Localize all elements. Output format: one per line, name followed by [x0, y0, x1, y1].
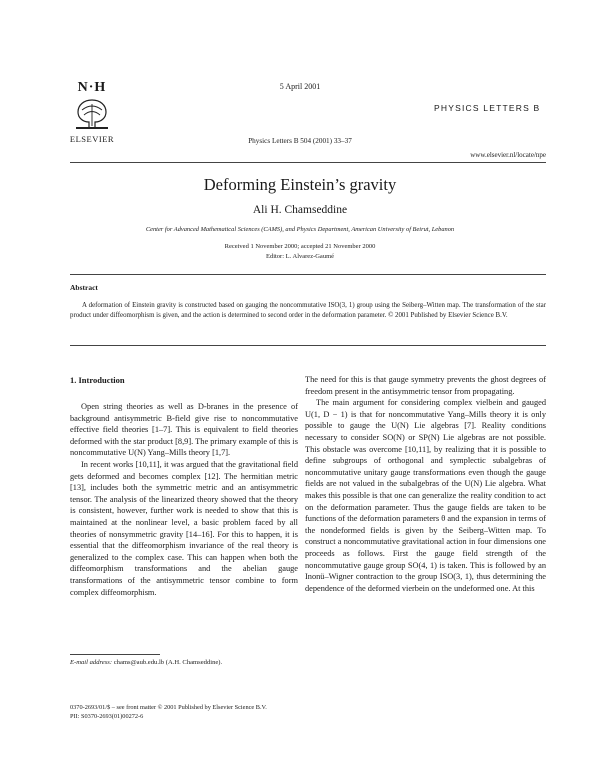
- footnote-label: E-mail address:: [70, 659, 113, 666]
- footnote-email[interactable]: chams@aub.edu.lb (A.H. Chamseddine).: [113, 659, 223, 666]
- publisher-logo-text: ELSEVIER: [69, 134, 115, 144]
- left-column: [70, 401, 298, 598]
- header-divider: [70, 162, 546, 163]
- author-affiliation: Center for Advanced Mathematical Sciences (CAMS), and Physics Department, American University of Beirut, Lebanon: [145, 226, 455, 233]
- paragraph: In recent works [10,11], it was argued that the gravitational field gets deformed and becomes complex [12]. The hermitian metric [13], includes both the symmetric metric and an antisymmetric tensor. The analysis of the linearized theory showed that the theory is consistent, however, further work is needed to show that this is maintained at the nonlinear level, a basic problem faced by all theories of nonsymmetric gravity [14–16]. For this to happen, it is essential that the diffeomorphism invariance of the real theory is generalized to the complex case. This can happen when both the diffeomorphism transformations and the abelian gauge transformations of the antisymmetric tensor combine to form complex diffeomorphism.: [70, 459, 298, 597]
- journal-name: PHYSICS LETTERS B: [434, 103, 541, 113]
- article-title: Deforming Einstein’s gravity: [203, 175, 397, 194]
- publication-date: 5 April 2001: [279, 82, 321, 91]
- abstract-text: A deformation of Einstein gravity is constructed based on gauging the noncommutative ISO(3, 1) group using the Seiberg–Witten map. The transformation of the star product under diffeomorphism is given, and the action is determined to second order in the deformation parameter. © 2001 Published by Elsevier Science B.V.: [70, 302, 546, 319]
- footnote-divider: [70, 654, 160, 655]
- pii-line: PII: S0370-2693(01)00272-6: [70, 713, 144, 721]
- article-dates: [0, 242, 600, 261]
- abstract-heading: Abstract: [70, 283, 98, 292]
- received-line: Received 1 November 2000; accepted 21 November 2000: [224, 243, 376, 250]
- journal-citation: Physics Letters B 504 (2001) 33–37: [248, 137, 352, 145]
- copyright-block: [70, 703, 267, 722]
- abstract-top-divider: [70, 274, 546, 275]
- elsevier-tree-icon: [72, 96, 112, 130]
- paragraph: The need for this is that gauge symmetry prevents the ghost degrees of freedom present in the antisymmetric tensor from propagating.: [305, 375, 546, 396]
- paragraph: The main argument for considering complex vielbein and gauged U(1, D − 1) is that for noncommutative Yang–Mills theory it is only possible to gauge the U(N) Lie algebras [7]. Reality conditions necessary to consider SO(N) or SP(N) Lie algebras are not possible. This obstacle was overcome [10,11], by realizing that it is possible to define subgroups of orthogonal and symplectic subalgebras of noncommutative unitary gauge transformations even though the gauge fields are not valued in the subalgebras of the U(N) Lie algebra. What makes this possible is that one can generalize the reality condition to act on the deformation parameter. Thus the gauge fields are taken to be functions of the deformation parameters θ and the expansion in terms of the nondeformed fields is given by the Seiberg–Witten map. To construct a noncommutative gravitational action in four dimensions one proceeds as follows. First the gauge field strength of the noncommutative gauge group SO(4, 1) is taken. This is followed by an Inonü–Wigner contraction to the group ISO(3, 1), thus determining the dependence of the deformed vierbein on the undeformed one. At this: [305, 398, 546, 593]
- right-column: [305, 374, 546, 594]
- paragraph: Open string theories as well as D-branes in the presence of background antisymmetric B-field give rise to noncommutative effective field theories [1–7]. This is equivalent to field theories deformed with the star product [8,9]. The primary example of this is noncommutative U(N) Yang–Mills theory [1,7].: [70, 402, 298, 458]
- copyright-line: 0370-2693/01/$ – see front matter © 2001 Published by Elsevier Science B.V.: [70, 704, 267, 711]
- journal-url[interactable]: www.elsevier.nl/locate/npe: [470, 151, 546, 159]
- footnote: [70, 659, 298, 666]
- editor-line: Editor: L. Alvarez-Gaumé: [265, 252, 335, 260]
- section-heading: 1. Introduction: [70, 375, 125, 385]
- publisher-logo-mark: N·H: [77, 80, 107, 95]
- article-author: Ali H. Chamseddine: [252, 204, 348, 216]
- abstract-bottom-divider: [70, 345, 546, 346]
